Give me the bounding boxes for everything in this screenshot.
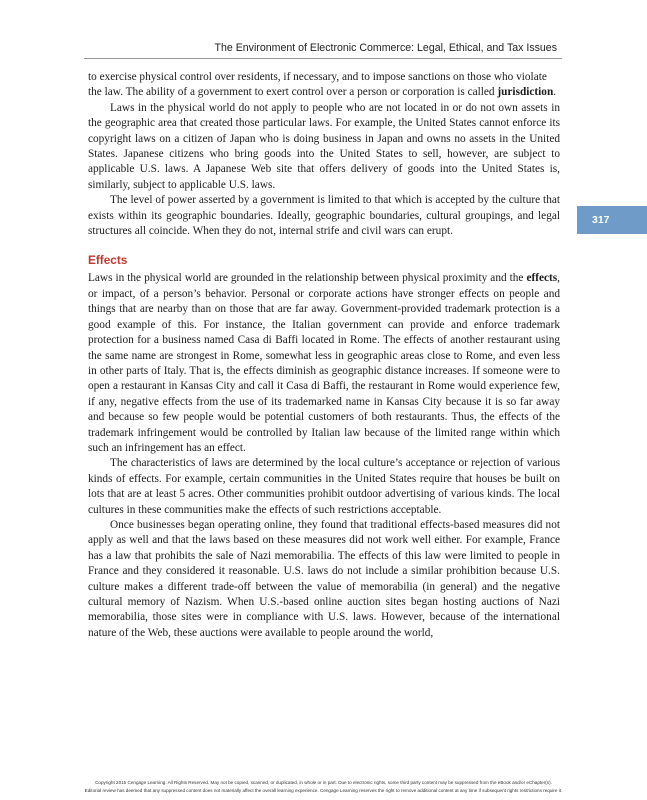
paragraph-effects-intro: Laws in the physical world are grounded in the relationship between physical proximity and the effects, or impact, of a person’s behavior. Personal or corporate actions have stronger effects on people and things that are nearby than on those that are far away. Government-provided trademark protection is a good example of this. For instance, the Italian government can provide and enforce trademark protection for a business named Casa di Baffi located in Rome. The effects of another restaurant using the same name are strongest in Rome, somewhat less in geographic areas close to Rome, and even less in other parts of Italy. That is, the effects diminish as geographic distance increases. If someone were to open a restaurant in Kansas City and call it Casa di Baffi, the restaurant in Rome would experience few, if any, negative effects from the use of its trademarked name in Kansas City because it is so far away and because so few people would be potential customers of both restaurants. Thus, the effects of the trademark infringement would be controlled by Italian law because of the limited range within which such an infringement has an effect. bbox=[88, 272, 560, 454]
copyright-line-2: Editorial review has deemed that any suppressed content does not materially affect the overall learning experience. Cengage Learning reserves the right to remove additional content at any time if subsequent rights restrictions require it. bbox=[84, 787, 563, 793]
running-header: The Environment of Electronic Commerce: Legal, Ethical, and Tax Issues bbox=[214, 42, 557, 54]
body-text bbox=[88, 70, 560, 641]
section-heading-effects: Effects bbox=[88, 253, 128, 268]
copyright-line-1: Copyright 2015 Cengage Learning. All Rights Reserved. May not be copied, scanned, or duplicated, in whole or in part. Due to electronic rights, some third party content may be suppressed from the eBook and/or eChapter(s). bbox=[95, 780, 552, 785]
key-term-effects: effects bbox=[526, 272, 558, 285]
paragraph-characteristics-of-laws: The characteristics of laws are determined by the local culture’s acceptance or rejection of various kinds of effects. For example, certain communities in the United States require that houses be built on lots that are at least 5 acres. Other communities prohibit outdoor advertising of various kinds. The local cultures in these communities make the effects of such restrictions acceptable. bbox=[88, 457, 560, 516]
paragraph-physical-world-laws: Laws in the physical world do not apply to people who are not located in or do not own assets in the geographic area that created those particular laws. For example, the United States cannot enforce its copyright laws on a citizen of Japan who is doing business in Japan and owns no assets in the United States. Japanese citizens who bring goods into the United States to sell, however, are subject to applicable U.S. laws. A Japanese Web site that offers delivery of goods into the United States is, similarly, subject to applicable U.S. laws. bbox=[88, 101, 560, 191]
paragraph-level-of-power: The level of power asserted by a government is limited to that which is accepted by the culture that exists within its geographic boundaries. Ideally, geographic boundaries, cultural groupings, and legal structures all coincide. When they do not, internal strife and civil wars can erupt. bbox=[88, 194, 560, 238]
page-number: 317 bbox=[592, 214, 610, 226]
copyright-footer bbox=[6, 779, 640, 794]
header-rule bbox=[84, 58, 562, 59]
page-number-tab bbox=[577, 206, 647, 234]
key-term-jurisdiction: jurisdiction bbox=[497, 86, 554, 99]
paragraph-jurisdiction: to exercise physical control over residents, if necessary, and to impose sanctions on those who violate the law. The ability of a government to exert control over a person or corporation is called jurisdiction. bbox=[88, 71, 557, 99]
paragraph-online-businesses: Once businesses began operating online, they found that traditional effects-based measures did not apply as well and that the laws based on these measures did not work well either. For example, France has a law that prohibits the sale of Nazi memorabilia. The effects of this law were limited to people in France and they considered it reasonable. U.S. laws do not include a similar prohibition because U.S. culture makes a different trade-off between the value of memorabilia (in general) and the negative cultural memory of Nazism. When U.S.-based online auction sites began hosting auctions of Nazi memorabilia, those sites were in compliance with U.S. laws. However, because of the international nature of the Web, these auctions were available to people around the world, bbox=[88, 518, 560, 639]
